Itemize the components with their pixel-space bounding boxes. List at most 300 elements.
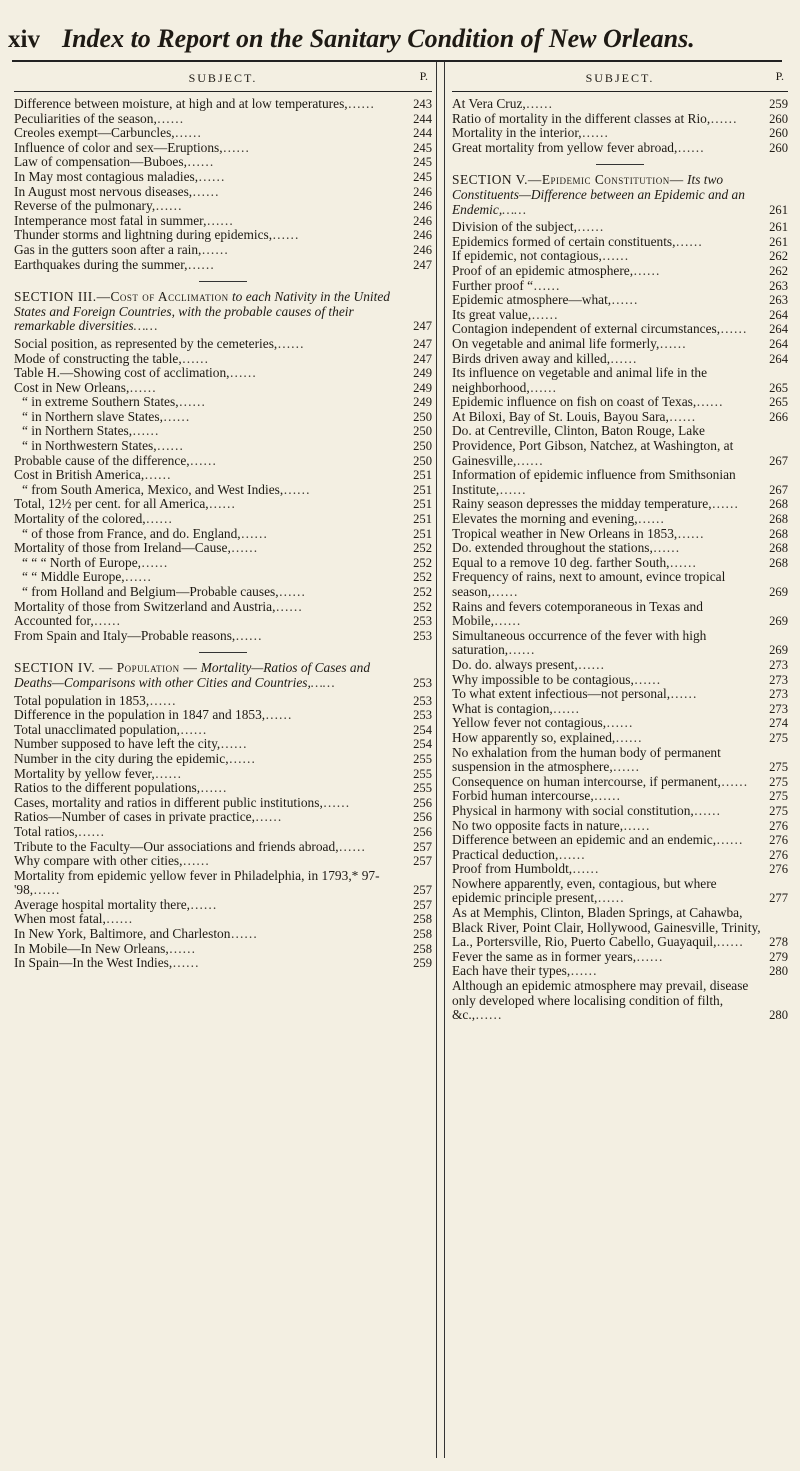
leader-dots: …… bbox=[633, 262, 660, 278]
entry-label: No two opposite facts in nature, bbox=[452, 817, 624, 833]
entry-label: Difference between an epidemic and an endemic, bbox=[452, 832, 717, 848]
leader-dots: …… bbox=[222, 139, 250, 155]
index-entry bbox=[14, 614, 432, 629]
index-entry bbox=[14, 424, 432, 439]
index-entry bbox=[452, 97, 788, 112]
entry-text bbox=[452, 541, 788, 556]
entry-text bbox=[14, 185, 432, 200]
entry-label: Birds driven away and killed, bbox=[452, 350, 611, 366]
leader-dots: …… bbox=[180, 721, 207, 737]
entry-text bbox=[452, 848, 788, 863]
index-entry bbox=[14, 956, 432, 971]
entry-label: Mortality from epidemic yellow fever in Philadelphia, in 1793,* 97-'98, bbox=[14, 867, 380, 898]
entry-text bbox=[14, 141, 432, 156]
entry-text bbox=[14, 629, 432, 644]
index-entry bbox=[14, 512, 432, 527]
entry-label: Cases, mortality and ratios in different public institutions, bbox=[14, 794, 323, 810]
leader-dots: …… bbox=[198, 168, 225, 184]
entry-label: As at Memphis, Clinton, Bladen Springs, at Cahawba, Black River, Point Clair, Hollywood, Gainesville, Trinity, La., Portersville, Rio, Puerto Cabello, Guayaquil, bbox=[452, 905, 761, 950]
entry-text bbox=[14, 767, 432, 782]
index-entry bbox=[14, 170, 432, 185]
entry-text bbox=[452, 497, 788, 512]
entry-text bbox=[452, 819, 788, 834]
entry-label: Difference between moisture, at high and at low temperatures, bbox=[14, 96, 348, 111]
index-entry bbox=[14, 541, 432, 556]
page-ref: 253 bbox=[413, 708, 432, 723]
page-ref: 277 bbox=[769, 891, 788, 906]
entry-text bbox=[14, 614, 432, 629]
entry-text bbox=[452, 570, 788, 599]
entry-text bbox=[452, 126, 788, 141]
entry-text bbox=[14, 112, 432, 127]
index-entry bbox=[14, 810, 432, 825]
page-ref: 264 bbox=[769, 336, 788, 351]
entry-text bbox=[452, 410, 788, 425]
page-ref: 247 bbox=[413, 319, 432, 334]
page-ref: 246 bbox=[413, 228, 432, 243]
index-entry bbox=[452, 789, 788, 804]
leader-dots: …… bbox=[283, 481, 311, 497]
entry-text bbox=[14, 781, 432, 796]
entry-text bbox=[452, 702, 788, 717]
entry-text bbox=[14, 337, 432, 352]
section-divider bbox=[199, 281, 247, 282]
page-ref: 252 bbox=[413, 599, 432, 614]
entry-label: On vegetable and animal life formerly, bbox=[452, 335, 660, 351]
leader-dots: …… bbox=[508, 642, 535, 658]
leader-dots: …… bbox=[168, 940, 196, 956]
index-entry bbox=[14, 439, 432, 454]
index-entry bbox=[452, 424, 788, 468]
entry-text bbox=[14, 840, 432, 855]
leader-dots: …… bbox=[593, 788, 621, 804]
entry-label: “ “ “ North of Europe, bbox=[22, 554, 141, 570]
leader-dots: …… bbox=[144, 467, 171, 483]
leader-dots: …… bbox=[240, 525, 268, 541]
index-entry bbox=[14, 381, 432, 396]
entry-text bbox=[452, 527, 788, 542]
entry-text bbox=[452, 279, 788, 294]
section-heading bbox=[452, 173, 788, 217]
leader-dots: …… bbox=[33, 882, 60, 898]
page-ref: 280 bbox=[769, 964, 788, 979]
index-entry bbox=[14, 556, 432, 571]
index-entry bbox=[14, 337, 432, 352]
index-entry bbox=[14, 527, 432, 542]
index-entry bbox=[14, 366, 432, 381]
leader-dots: …… bbox=[235, 627, 263, 643]
page-ref: 269 bbox=[769, 643, 788, 658]
leader-dots: …… bbox=[201, 241, 229, 257]
leader-dots: …… bbox=[156, 110, 184, 126]
leader-dots: …… bbox=[716, 832, 743, 848]
index-entry bbox=[452, 497, 788, 512]
leader-dots: …… bbox=[669, 554, 697, 570]
leader-dots: …… bbox=[229, 365, 257, 381]
entry-text bbox=[452, 112, 788, 127]
leader-dots: …… bbox=[637, 511, 665, 527]
entry-text bbox=[14, 454, 432, 469]
leader-dots: …… bbox=[652, 540, 680, 556]
page-ref: 252 bbox=[413, 570, 432, 585]
page-ref: 258 bbox=[413, 912, 432, 927]
index-entry bbox=[452, 673, 788, 688]
page-ref: 246 bbox=[413, 242, 432, 257]
entry-label: At Biloxi, Bay of St. Louis, Bayou Sara, bbox=[452, 408, 669, 424]
leader-dots: …… bbox=[529, 379, 557, 395]
page-ref: 278 bbox=[769, 935, 788, 950]
entry-label: “ in Northern States, bbox=[22, 423, 133, 439]
entry-text bbox=[22, 395, 432, 410]
entry-text bbox=[452, 556, 788, 571]
entry-label: Accounted for, bbox=[14, 613, 94, 629]
leader-dots: …… bbox=[162, 408, 190, 424]
entry-label: Ratios to the different populations, bbox=[14, 780, 201, 796]
entry-text bbox=[14, 912, 432, 927]
page-ref: 259 bbox=[413, 956, 432, 971]
page-ref: 260 bbox=[769, 126, 788, 141]
entry-label: In May most contagious maladies, bbox=[14, 168, 199, 184]
page-ref: 258 bbox=[413, 941, 432, 956]
entry-text bbox=[14, 155, 432, 170]
leader-dots: …… bbox=[254, 809, 282, 825]
entry-text bbox=[452, 249, 788, 264]
index-entry bbox=[452, 687, 788, 702]
index-entry bbox=[452, 848, 788, 863]
entry-label: Creoles exempt—Carbuncles, bbox=[14, 125, 175, 141]
leader-dots: …… bbox=[670, 686, 697, 702]
page-ref: 269 bbox=[769, 614, 788, 629]
entry-text bbox=[14, 170, 432, 185]
section-title bbox=[14, 661, 432, 690]
entry-text bbox=[452, 979, 788, 1023]
index-entry bbox=[14, 942, 432, 957]
entry-label: “ of those from France, and do. England, bbox=[22, 525, 241, 541]
leader-dots: …… bbox=[192, 183, 219, 199]
leader-dots: …… bbox=[636, 948, 663, 964]
entry-label: Total population in 1853, bbox=[14, 692, 150, 708]
entry-label: Division of the subject, bbox=[452, 219, 577, 235]
entry-text bbox=[14, 854, 432, 869]
index-entry bbox=[452, 556, 788, 571]
index-entry bbox=[14, 752, 432, 767]
page-ref: 280 bbox=[769, 1008, 788, 1023]
entry-label: Number in the city during the epidemic, bbox=[14, 750, 229, 766]
entry-text bbox=[14, 694, 432, 709]
entry-label: Rains and fevers cotemporaneous in Texas and Mobile, bbox=[452, 598, 703, 629]
page-ref: 253 bbox=[413, 614, 432, 629]
section-heading bbox=[14, 290, 432, 334]
index-entry bbox=[14, 781, 432, 796]
index-entry bbox=[14, 112, 432, 127]
page-ref: 249 bbox=[413, 380, 432, 395]
page-ref: 268 bbox=[769, 526, 788, 541]
leader-dots: …… bbox=[720, 773, 748, 789]
index-entry bbox=[14, 155, 432, 170]
entry-text bbox=[452, 862, 788, 877]
page-ref: 256 bbox=[413, 824, 432, 839]
entry-label: No exhalation from the human body of permanent suspension in the atmosphere, bbox=[452, 744, 721, 775]
leader-dots: …… bbox=[105, 911, 133, 927]
leader-dots: …… bbox=[693, 802, 721, 818]
entry-text bbox=[14, 737, 432, 752]
index-entry bbox=[14, 854, 432, 869]
leader-dots: …… bbox=[172, 955, 200, 971]
entry-label: In New York, Baltimore, and Charleston bbox=[14, 926, 231, 942]
page-ref: 253 bbox=[413, 628, 432, 643]
page-ref: 253 bbox=[413, 693, 432, 708]
index-entry bbox=[14, 796, 432, 811]
index-entry bbox=[452, 468, 788, 497]
leader-dots: …… bbox=[149, 692, 176, 708]
entry-label: Do. extended throughout the stations, bbox=[452, 540, 653, 556]
leader-dots: …… bbox=[615, 729, 643, 745]
entry-label: Do. do. always present, bbox=[452, 656, 578, 672]
leader-dots: …… bbox=[576, 219, 604, 235]
entry-text bbox=[452, 264, 788, 279]
entry-label: Nowhere apparently, even, contagious, but where epidemic principle present, bbox=[452, 875, 717, 906]
page-ref: 273 bbox=[769, 672, 788, 687]
page-ref: 265 bbox=[769, 380, 788, 395]
page-ref: 276 bbox=[769, 818, 788, 833]
entry-text bbox=[452, 833, 788, 848]
section-title bbox=[452, 173, 788, 217]
index-entry bbox=[14, 737, 432, 752]
entry-text bbox=[14, 381, 432, 396]
entry-label: At Vera Cruz, bbox=[452, 96, 526, 111]
leader-dots: …… bbox=[533, 277, 560, 293]
entry-label: Social position, as represented by the cemeteries, bbox=[14, 335, 278, 351]
index-entry bbox=[14, 141, 432, 156]
page-ref: 257 bbox=[413, 854, 432, 869]
leader-dots: …… bbox=[659, 335, 687, 351]
index-entry bbox=[452, 352, 788, 367]
entry-label: Mode of constructing the table, bbox=[14, 350, 182, 366]
column-divider-left bbox=[436, 62, 437, 1458]
page-ref: 255 bbox=[413, 766, 432, 781]
entry-label: Epidemic influence on fish on coast of Texas, bbox=[452, 394, 697, 410]
page-ref: 252 bbox=[413, 541, 432, 556]
leader-dots: …… bbox=[230, 540, 258, 556]
entry-text bbox=[14, 898, 432, 913]
page-ref: 245 bbox=[413, 169, 432, 184]
page-ref: 268 bbox=[769, 555, 788, 570]
page-ref: 258 bbox=[413, 927, 432, 942]
entry-text bbox=[452, 366, 788, 395]
page-ref: 251 bbox=[413, 526, 432, 541]
page-ref: 249 bbox=[413, 395, 432, 410]
entry-text bbox=[452, 293, 788, 308]
page-ref: 250 bbox=[413, 424, 432, 439]
entry-label: Difference in the population in 1847 and 1853, bbox=[14, 707, 266, 723]
entry-text bbox=[452, 337, 788, 352]
page-ref: 253 bbox=[413, 675, 432, 690]
index-entry bbox=[14, 585, 432, 600]
entry-label: Influence of color and sex—Eruptions, bbox=[14, 139, 223, 155]
entry-label: Tribute to the Faculty—Our associations and friends abroad, bbox=[14, 838, 339, 854]
page-ref: 247 bbox=[413, 351, 432, 366]
entry-text bbox=[14, 352, 432, 367]
entry-text bbox=[452, 658, 788, 673]
entry-label: Law of compensation—Buboes, bbox=[14, 154, 187, 170]
entry-label: Mortality by yellow fever, bbox=[14, 765, 155, 781]
index-entry bbox=[452, 979, 788, 1023]
leader-dots: …… bbox=[178, 394, 206, 410]
index-entry bbox=[452, 366, 788, 395]
entry-text bbox=[452, 308, 788, 323]
leader-dots: …… bbox=[502, 201, 527, 217]
entry-label: Mortality of those from Ireland—Cause, bbox=[14, 540, 231, 556]
entry-label: “ in extreme Southern States, bbox=[22, 394, 179, 410]
left-index-column bbox=[14, 97, 432, 971]
header-rule bbox=[12, 60, 782, 62]
leader-dots: …… bbox=[633, 671, 661, 687]
page-ref: 276 bbox=[769, 833, 788, 848]
entry-text bbox=[14, 243, 432, 258]
entry-text bbox=[14, 810, 432, 825]
entry-text bbox=[14, 600, 432, 615]
leader-dots: …… bbox=[675, 233, 703, 249]
page-ref: 251 bbox=[413, 497, 432, 512]
leader-dots: …… bbox=[601, 248, 629, 264]
leader-dots: …… bbox=[577, 656, 605, 672]
entry-text bbox=[22, 527, 432, 542]
section-label: SECTION V.—Epidemic Constitution— bbox=[452, 172, 684, 188]
leader-dots: …… bbox=[347, 96, 375, 111]
leader-dots: …… bbox=[516, 452, 544, 468]
page-ref: 276 bbox=[769, 847, 788, 862]
page-ref: 257 bbox=[413, 883, 432, 898]
entry-text bbox=[14, 214, 432, 229]
page-ref: 251 bbox=[413, 482, 432, 497]
entry-label: Why compare with other cities, bbox=[14, 853, 183, 869]
index-entry bbox=[14, 927, 432, 942]
index-entry bbox=[14, 767, 432, 782]
entry-label: Peculiarities of the season, bbox=[14, 110, 157, 126]
page-ref: 261 bbox=[769, 202, 788, 217]
index-entry bbox=[452, 731, 788, 746]
page-ref: 246 bbox=[413, 199, 432, 214]
index-entry bbox=[452, 126, 788, 141]
page-ref: 255 bbox=[413, 751, 432, 766]
entry-label: Yellow fever not contagious, bbox=[452, 715, 607, 731]
page-ref: 256 bbox=[413, 810, 432, 825]
page-ref: 260 bbox=[769, 111, 788, 126]
leader-dots: …… bbox=[720, 321, 747, 337]
entry-label: In August most nervous diseases, bbox=[14, 183, 193, 199]
page-ref: 275 bbox=[769, 789, 788, 804]
entry-label: Frequency of rains, next to amount, evince tropical season, bbox=[452, 569, 726, 599]
right-column-header bbox=[452, 67, 788, 89]
page-ref: 275 bbox=[769, 803, 788, 818]
leader-dots: …… bbox=[677, 525, 705, 541]
leader-dots: …… bbox=[338, 838, 366, 854]
entry-text bbox=[452, 906, 788, 950]
index-entry bbox=[14, 497, 432, 512]
entry-label: Epidemics formed of certain constituents, bbox=[452, 233, 676, 249]
page-ref: 273 bbox=[769, 657, 788, 672]
page-ref: 251 bbox=[413, 512, 432, 527]
leader-dots: …… bbox=[716, 934, 744, 950]
leader-dots: …… bbox=[491, 584, 518, 599]
page-ref: 244 bbox=[413, 111, 432, 126]
leader-dots: …… bbox=[558, 846, 586, 862]
section-divider bbox=[199, 652, 247, 653]
page-ref: 275 bbox=[769, 774, 788, 789]
entry-label: Total unacclimated population, bbox=[14, 721, 181, 737]
entry-text bbox=[14, 228, 432, 243]
page-ref: 276 bbox=[769, 862, 788, 877]
entry-text bbox=[14, 468, 432, 483]
page-ref: 261 bbox=[769, 234, 788, 249]
index-entry bbox=[14, 708, 432, 723]
entry-label: Table H.—Showing cost of acclimation, bbox=[14, 365, 230, 381]
page-ref: 268 bbox=[769, 512, 788, 527]
page-ref: 256 bbox=[413, 795, 432, 810]
page-title: Index to Report on the Sanitary Condition of New Orleans. bbox=[61, 24, 695, 53]
leader-dots: …… bbox=[145, 511, 173, 527]
entry-text bbox=[452, 220, 788, 235]
leader-dots: …… bbox=[93, 613, 121, 629]
index-entry bbox=[452, 819, 788, 834]
section-subtitle: to each Nativity in the United States and Foreign Countries, with the probable causes of their remarkable diversities bbox=[14, 289, 390, 334]
index-entry bbox=[14, 483, 432, 498]
entry-text bbox=[452, 141, 788, 156]
leader-dots: …… bbox=[494, 613, 521, 629]
index-entry bbox=[452, 775, 788, 790]
entry-label: Each have their types, bbox=[452, 963, 571, 979]
leader-dots: …… bbox=[475, 1007, 502, 1023]
index-entry bbox=[452, 746, 788, 775]
page-label: P. bbox=[775, 69, 784, 83]
entry-text bbox=[452, 804, 788, 819]
column-divider-right bbox=[444, 62, 445, 1458]
entry-text bbox=[452, 235, 788, 250]
index-entry bbox=[14, 243, 432, 258]
page-ref: 267 bbox=[769, 453, 788, 468]
entry-label: Forbid human intercourse, bbox=[452, 788, 594, 804]
page-number: xiv bbox=[8, 26, 40, 53]
index-entry bbox=[452, 395, 788, 410]
entry-text bbox=[452, 746, 788, 775]
entry-label: Information of epidemic influence from Smithsonian Institute, bbox=[452, 467, 736, 497]
leader-dots: …… bbox=[310, 674, 335, 690]
entry-label: Mortality of the colored, bbox=[14, 511, 146, 527]
leader-dots: …… bbox=[187, 256, 215, 272]
entry-text bbox=[14, 541, 432, 556]
section-title bbox=[14, 290, 432, 334]
index-entry bbox=[14, 185, 432, 200]
entry-label: From Spain and Italy—Probable reasons, bbox=[14, 627, 236, 643]
page-ref: 266 bbox=[769, 409, 788, 424]
index-entry bbox=[452, 322, 788, 337]
index-entry bbox=[14, 600, 432, 615]
entry-label: Number supposed to have left the city, bbox=[14, 736, 221, 752]
page-ref: 262 bbox=[769, 249, 788, 264]
entry-text bbox=[22, 556, 432, 571]
leader-dots: …… bbox=[77, 823, 105, 839]
entry-text bbox=[452, 731, 788, 746]
page-ref: 250 bbox=[413, 409, 432, 424]
subject-label: SUBJECT. bbox=[585, 70, 655, 85]
entry-label: Consequence on human intercourse, if permanent, bbox=[452, 773, 721, 789]
entry-label: To what extent infectious—not personal, bbox=[452, 686, 671, 702]
page-ref: 275 bbox=[769, 730, 788, 745]
entry-label: Reverse of the pulmonary, bbox=[14, 198, 156, 214]
index-entry bbox=[452, 702, 788, 717]
leader-dots: …… bbox=[156, 438, 184, 454]
leader-dots: …… bbox=[133, 318, 158, 334]
